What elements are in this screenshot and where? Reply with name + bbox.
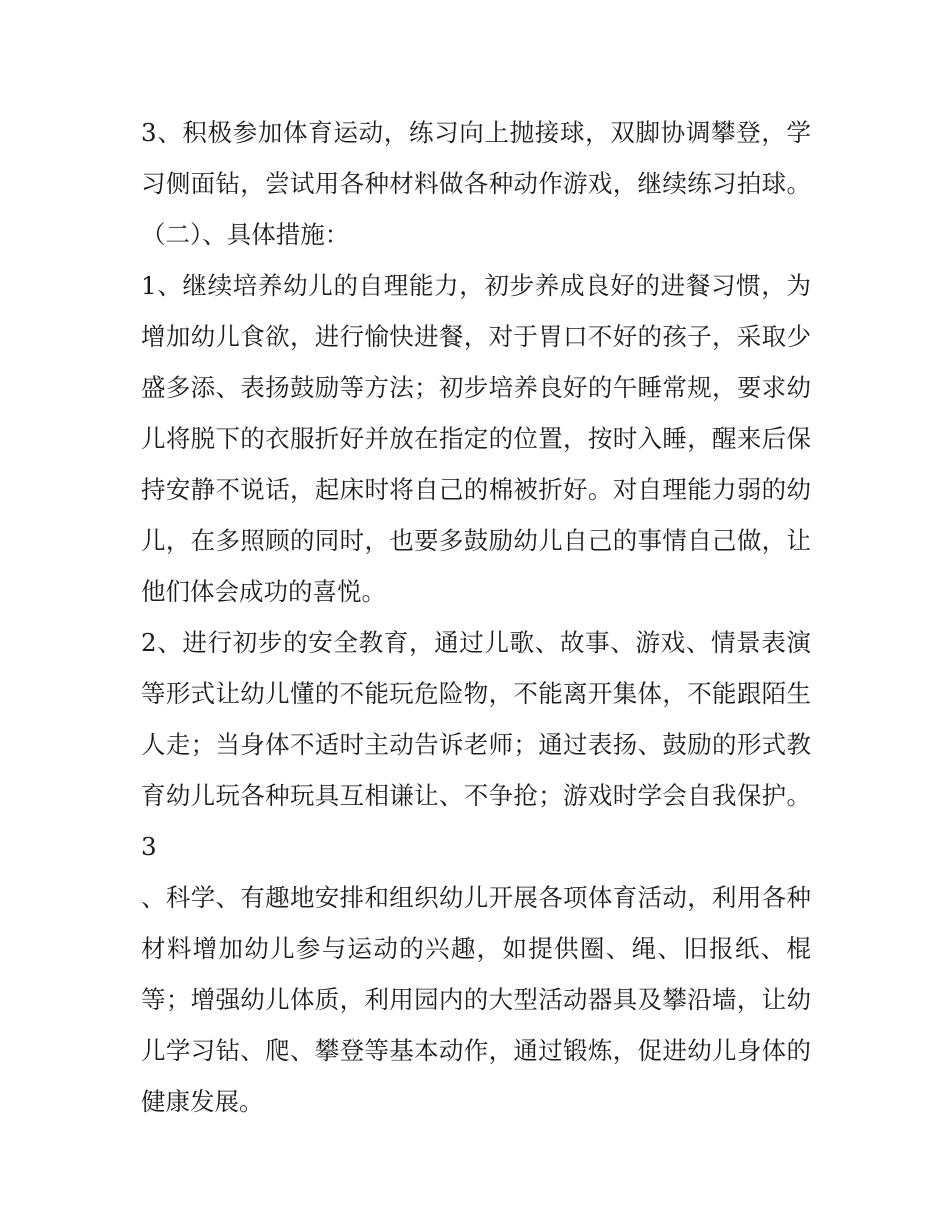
section-heading: （二）、具体措施：	[141, 220, 350, 249]
text-line: 3、积极参加体育运动，练习向上抛接球，双脚协调攀登，学	[141, 118, 811, 147]
text-line: 儿，在多照顾的同时，也要多鼓励幼儿自己的事情自己做，让	[141, 526, 811, 555]
document-body	[141, 107, 821, 1127]
text-line: 等形式让幼儿懂的不能玩危险物，不能离开集体，不能跟陌生	[141, 679, 811, 708]
text-line: 材料增加幼儿参与运动的兴趣，如提供圈、绳、旧报纸、棍	[141, 934, 811, 963]
text-line: 盛多添、表扬鼓励等方法；初步培养良好的午睡常规，要求幼	[141, 373, 811, 402]
text-line: 1、继续培养幼儿的自理能力，初步养成良好的进餐习惯，为	[141, 271, 811, 300]
text-line: 2、进行初步的安全教育，通过儿歌、故事、游戏、情景表演	[141, 628, 811, 657]
text-line: 等；增强幼儿体质，利用园内的大型活动器具及攀沿墙，让幼	[141, 985, 811, 1014]
text-line: 儿将脱下的衣服折好并放在指定的位置，按时入睡，醒来后保	[141, 424, 811, 453]
text-line: 习侧面钻，尝试用各种材料做各种动作游戏，继续练习拍球。	[141, 169, 811, 198]
text-line: 人走；当身体不适时主动告诉老师；通过表扬、鼓励的形式教	[141, 730, 811, 759]
text-line: 育幼儿玩各种玩具互相谦让、不争抢；游戏时学会自我保护。	[141, 781, 811, 810]
text-line: 增加幼儿食欲，进行愉快进餐，对于胃口不好的孩子，采取少	[141, 322, 811, 351]
text-line: 3	[141, 832, 157, 861]
text-line: 他们体会成功的喜悦。	[141, 577, 386, 606]
text-line: 健康发展。	[141, 1087, 264, 1116]
text-line: 儿学习钻、爬、攀登等基本动作，通过锻炼，促进幼儿身体的	[141, 1036, 811, 1065]
text-line: 持安静不说话，起床时将自己的棉被折好。对自理能力弱的幼	[141, 475, 811, 504]
text-line: 、科学、有趣地安排和组织幼儿开展各项体育活动，利用各种	[141, 883, 811, 912]
